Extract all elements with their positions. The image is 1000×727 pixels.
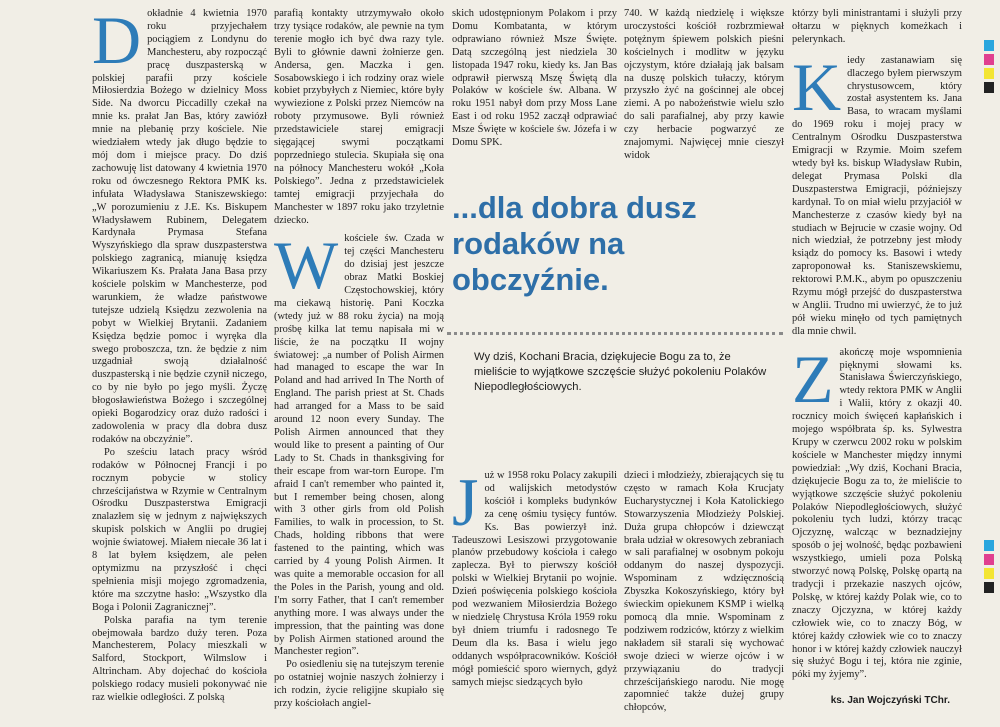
col2-paragraph-2: kościele św. Czada w tej części Manchesteru do dzisiaj jest jeszcze obraz Matki Boskiej Częstochowskiej, który ma ciekawą historię. Pani Koczka (wtedy już w 88 roku życia) na moją prośbę kilka lat temu napisała mi w liście, że na początku II wojny światowej: „a number of Polish Airmen had managed to escape the war In Poland and had arrived In The North of England. The parish priest at St. Chads had arranged for a Mass to be said around 12 noon every Sunday. The Polish Airmen announced that they would like to present a painting of Our Lady to St. Chads in thanksgiving for their escape from war-torn Europe. I'm afraid I can't remember who painted it, but I remember being chosen, along with 3 other girls from old Polish Families, to walk in procession, to St. Chads, holding ribbons that were fastened to the painting, which was carried by 4 young Polish Airmen. It was quite a memorable occasion for all the Poles in the Parish, young and old. I'm sorry Father, that I can't remember anything more. I was always under the impression, that the painting was done by Polish Airmen stationed around the Manchester region”.: [274, 233, 444, 658]
drop-cap-j: J: [452, 464, 479, 540]
bottom-column-1: [452, 464, 617, 705]
bottom-paragraph-1: uż w 1958 roku Polacy zakupili od walijskich metodystów kościół i kompleks budynków za cenę ośmiu tysięcy funtów. Ks. Bas powierzył inż. Tadeuszowi Lesiszowi przygotowanie planów przebudowy kościoła i całego zaplecza. Był to pierwszy kościół polski w Wielkiej Brytanii po wojnie. Dzień poświęcenia polskiego kościoła pod wezwaniem Miłosierdzia Bożego w niedzielę Chrystusa Króla 1959 roku był dniem triumfu i radosnego Te Deum dla ks. Basa i wielu jego oddanych współpracowników. Kościół mógł pomieścić sporo wiernych, gdyż samych miejsc siedzących było: [452, 470, 617, 688]
drop-cap-k: K: [792, 48, 842, 125]
column-4: [624, 8, 784, 178]
column-1: [92, 2, 267, 713]
col3-paragraph-1: skich udostępnionym Polakom i przy Domu Kombatanta, w którym odprawiano również Msze Święte. Datą szczególną jest niedziela 30 listopada 1947 roku, kiedy ks. Jan Bas odprawił pierwszą Mszę Świętą dla Polaków w kościele św. Albana. W roku 1951 nabył dom przy Moss Lane East i od roku 1952 zaczął odprawiać Msze Święte w kościele św. Józefa i w Domu SPK.: [452, 8, 617, 149]
bottom-paragraph-2: dzieci i młodzieży, zbierających się tu często w ramach Koła Krucjaty Eucharystycznej i Koła Katolickiego Stowarzyszenia Młodzieży Polskiej. Duża grupa chłopców i dziewcząt brała udział w okresowych zebraniach w sali parafialnej w osobnym pokoju oddanym do naszej dyspozycji. Wspominam z wdzięcznością Zbyszka Kokoszyńskiego, który był świeckim opiekunem KSMP i wielką pomocą dla mnie. Wspominam z podziwem rodziców, którzy z wielkim nakładem sił starali się wychować swoje dzieci w wierze ojców i w przywiązaniu do tradycji chrześcijańskiego narodu. Nie mogę zapomnieć także dużej grupy chłopców,: [624, 470, 784, 714]
column-3: [452, 8, 617, 178]
col2-paragraph-3: Po osiedleniu się na tutejszym terenie po ostatniej wojnie naszych żołnierzy i ich rodzin, życie religijne skupiało się przy kościołach angiel-: [274, 659, 444, 710]
drop-cap-d: D: [92, 2, 142, 78]
col1-paragraph-2: Po sześciu latach pracy wśród rodaków w Północnej Francji i po rocznym pobycie w stolicy chrześcijaństwa w Rzymie w Centralnym Ośrodku Duszpasterstwa Emigracji znalazłem się w jednym z największych skupisk polskich w Anglii po drugiej wojnie światowej. Miałem niecałe 36 lat i 8 lat byłem księdzem, ale pełen optymizmu na przyszłość i chęci spełnienia misji mojego zgromadzenia, które ma szczytne hasło: „Wszystko dla Boga i Polonii Zagranicznej”.: [92, 446, 267, 613]
lead-paragraph: Wy dziś, Kochani Bracia, dziękujecie Bogu za to, że mieliście to wyjątkowe szczęście służyć pokoleniu Polaków Niepodległościowych.: [474, 351, 767, 393]
col5-paragraph-3: akończę moje wspomnienia pięknymi słowami ks. Stanisława Świerczyńskiego, wtedy rektora PMK w Anglii i Walii, który z okazji 40. rocznicy moich święceń kapłańskich i mojego współbrata śp. ks. Sylwestra Krupy w czerwcu 2002 roku w polskim kościele w Manchester między innymi powiedział: „Wy dziś, Kochani Bracia, dziękujecie Bogu za to, że mieliście to wyjątkowe szczęście służyć pokoleniu Polaków Niepodległościowych, służyć pokoleniu tych ludzi, którzy tracąc Ojczyznę, walcząc w beznadziejny sposób o jej wolność, będąc pozbawieni wszystkiego, umieli poza Polską stworzyć nową Polskę, Polskę opartą na tradycji i przekazie naszych ojców, Polskę, w której każdy Polak wie, co to znaczy Ojczyzna, w której każdy człowiek wie, co to znaczy Bóg, w której każdy człowiek wie co to znaczy honor i w której każdy człowiek nauczył się służyć Bogu i tej, która nie zginie, póki my żyjemy”.: [792, 346, 962, 681]
col5-paragraph-2: iedy zastanawiam się dlaczego byłem pierwszym chrystusowcem, który został asystentem ks. Jana Basa, to wracam myślami do 1969 roku i mojej pracy w Centralnym Ośrodku Duszpasterstwa Emigracji w Rzymie. Moim szefem wtedy był ks. biskup Władysław Rubin, delegat Prymasa Polski dla Duszpasterstwa Emigracji, późniejszy kardynał. To on miał wielu przyjaciół w Manchesterze z czasów kiedy był na studiach w Bejrucie w czasie wojny. Od nich wiedział, że potrzebny jest młody ksiądz do pomocy ks. Basowi i wtedy zaproponował ks. Staniszewskiemu, rektorowi P.M.K., abym po opuszczeniu Rzymu mógł przejść do duszpasterstwa w Anglii. Trudno mi uwierzyć, że to już pół wieku minęło od tych pamiętnych dla mnie chwil.: [792, 54, 962, 337]
dotted-divider: [447, 332, 783, 335]
column-5: [792, 8, 962, 692]
headline: ...dla dobra dusz rodaków na obczyźnie.: [452, 190, 697, 297]
col4-paragraph-1: 740. W każdą niedzielę i większe uroczystości kościół rozbrzmiewał potężnym śpiewem polskich pieśni kościelnych i modlitw w języku ojczystym, które działają jak balsam na duszę polskich tułaczy, którym przyszło żyć na gościnnej ale obcej ziemi. A po nabożeństwie wielu szło do sali parafialnej, aby przy kawie czy herbacie pogwarzyć ze znajomymi. Najwięcej mnie cieszył widok: [624, 8, 784, 161]
col5-paragraph-1: którzy byli ministrantami i służyli przy ołtarzu w pięknych komeżkach i pelerynkach.: [792, 8, 962, 45]
bottom-column-2: [624, 470, 784, 714]
col2-paragraph-1: parafią kontakty utrzymywało około trzy tysiące rodaków, ale pewnie na tym terenie mogło ich być dwa razy tyle. Byli to głównie dawni żołnierze gen. Andersa, gen. Maczka i gen. Sosabowskiego i ich rodziny oraz wiele kobiet przybyłych z Niemiec, które były wywiezione z Polski przez Niemców na roboty przymusowe. Byli również przedstawiciele starej emigracji sięgającej swymi początkami poprzedniego stulecia. Skupiała się ona na północy Manchesteru wokół „Koła Polskiego”. Jedna z przedstawicielek tamtej emigracji przyjechała do Manchester w 1897 roku jako trzyletnie dziecko.: [274, 8, 444, 226]
registration-marks-top: [984, 40, 994, 96]
col1-paragraph-1: okładnie 4 kwietnia 1970 roku przyjechałem pociągiem z Londynu do Manchesteru, aby rozpocząć pracę duszpasterską w polskiej parafii przy kościele Miłosierdzia Bożego w dzielnicy Moss Side. Na dworcu Piccadilly czekał na mnie ks. prałat Jan Bas, który zawiózł mnie na plebanię przy kościele. Nie wiedziałem wtedy jak długo będzie to mój dom i miejsce pracy. Do dziś zachowuję list datowany 4 kwietnia 1970 roku od ówczesnego Rektora PMK ks. infułata Władysława Staniszewskiego: „W porozumieniu z J.E. Ks. Biskupem Władysławem Rubinem, Delegatem Kardynała Prymasa Stefana Wyszyńskiego dla spraw duszpasterstwa polskiego zagranicą, mianuję księdza Wikariuszem Ks. Prałata Jana Basa przy kościele polskim w Manchesterze, pod warunkiem, że władze państwowe tutejsze udzielą Księdzu zezwolenia na pobyt w Wielkiej Brytanii. Zadaniem Księdza będzie pomoc i wyręka dla swego proboszcza, tzn. że będzie z nim uzgadniał swoją działalność duszpasterską i nie będzie czynił niczego, co by nie było po jego myśli. Życzę błogosławieństwa Bożego i szczególnej opieki Bogarodzicy oraz dużo radości i zadowolenia w pracy dla dobra dusz rodaków na obczyźnie”.: [92, 8, 267, 445]
registration-marks-bottom: [984, 540, 994, 596]
column-2: [274, 8, 444, 713]
drop-cap-z: Z: [792, 340, 834, 417]
drop-cap-w: W: [274, 227, 339, 304]
col1-paragraph-3: Polska parafia na tym terenie obejmowała bardzo duży teren. Poza Manchesterem, Polacy mieszkali w Salford, Stockport, Wilmslow i Altrincham. Aby dojechać do kościoła polskiego rodacy musieli pokonywać nie raz wielkie odległości. Z polską: [92, 614, 267, 704]
author-signature: ks. Jan Wojczyński TChr.: [830, 695, 950, 706]
